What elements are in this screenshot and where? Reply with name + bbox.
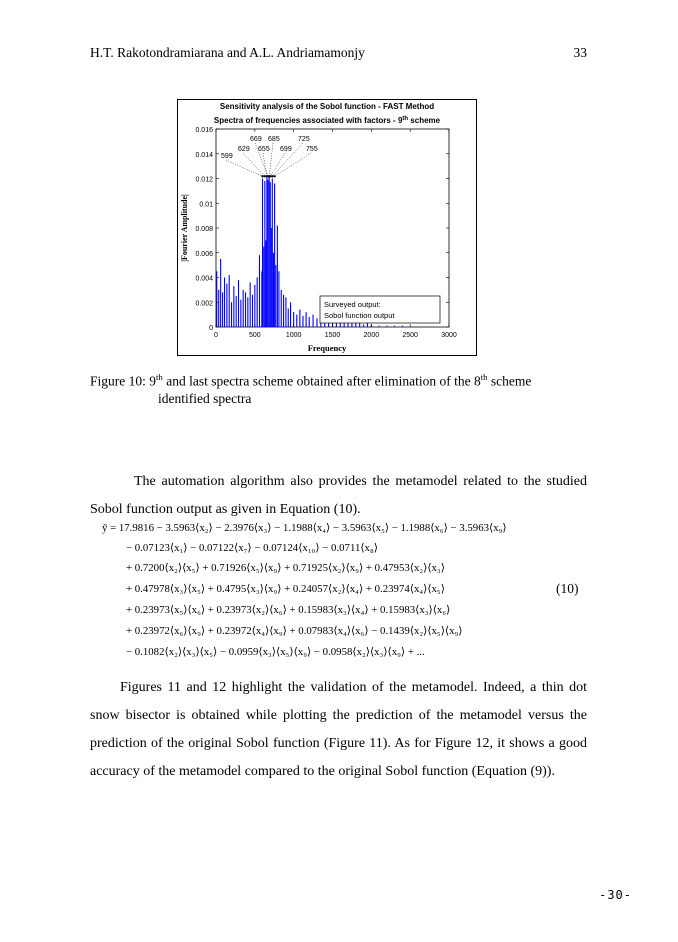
- equation-line: + 0.47978⟨x₃⟩⟨x₅⟩ + 0.4795⟨x₃⟩⟨x₉⟩ + 0.24057⟨x₂⟩⟨x₄⟩ + 0.23974⟨x₄⟩⟨x₅⟩: [126, 583, 445, 595]
- y-tick-label: 0.004: [195, 275, 213, 283]
- peak-marker: [261, 175, 263, 177]
- legend-line-1: Surveyed output:: [324, 300, 381, 309]
- chart-subtitle: Spectra of frequencies associated with factors - 9th scheme: [213, 116, 441, 125]
- y-tick-label: 0.006: [195, 250, 213, 258]
- legend-line-2: Sobol function output: [324, 311, 395, 320]
- frequency-annotation: 655: [258, 146, 270, 153]
- frequency-annotation: 669: [250, 136, 262, 143]
- y-tick-label: 0.014: [195, 151, 213, 159]
- equation-number: (10): [556, 581, 579, 596]
- figure-caption: [90, 369, 590, 407]
- y-tick-label: 0.012: [195, 176, 213, 184]
- x-tick-label: 500: [248, 332, 261, 339]
- peak-marker: [273, 175, 275, 177]
- page-footer: -30-: [599, 888, 632, 902]
- caption-mid: and last spectra scheme obtained after elimination of the 8: [162, 373, 481, 389]
- equation-line: − 0.1082⟨x₂⟩⟨x₃⟩⟨x₅⟩ − 0.0959⟨x₃⟩⟨x₅⟩⟨x₉⟩ − 0.0958⟨x₂⟩⟨x₃⟩⟨x₉⟩ + ...: [126, 646, 425, 658]
- running-header-authors: H.T. Rakotondramiarana and A.L. Andriamamonjy: [90, 45, 365, 60]
- x-tick-label: 3000: [441, 332, 457, 339]
- frequency-annotation: 629: [238, 146, 250, 153]
- equation-line: + 0.23972⟨x₆⟩⟨x₉⟩ + 0.23972⟨x₄⟩⟨x₉⟩ + 0.07983⟨x₄⟩⟨x₆⟩ − 0.1439⟨x₂⟩⟨x₅⟩⟨x₉⟩: [126, 625, 463, 637]
- x-tick-label: 1500: [324, 332, 341, 339]
- frequency-annotation: 755: [306, 146, 318, 153]
- x-axis-label: Frequency: [307, 343, 347, 353]
- equation-line: − 0.07123⟨x₁⟩ − 0.07122⟨x₇⟩ − 0.07124⟨x₁₀⟩ − 0.0711⟨x₈⟩: [126, 542, 378, 554]
- equation-line: + 0.23973⟨x₅⟩⟨x₆⟩ + 0.23973⟨x₂⟩⟨x₆⟩ + 0.15983⟨x₃⟩⟨x₄⟩ + 0.15983⟨x₃⟩⟨x₆⟩: [126, 604, 451, 616]
- y-tick-label: 0.01: [199, 201, 213, 209]
- frequency-annotation: 599: [221, 153, 233, 160]
- y-axis-label: |Fourier Amplitude|: [180, 194, 189, 262]
- y-tick-label: 0.002: [195, 300, 213, 308]
- x-tick-label: 0: [214, 332, 218, 339]
- x-tick-label: 1000: [285, 332, 302, 339]
- frequency-annotation: 685: [268, 136, 280, 143]
- equation-line: ỹ = 17.9816 − 3.5963⟨x₂⟩ − 2.3976⟨x₃⟩ − 1.1988⟨x₄⟩ − 3.5963⟨x₅⟩ − 1.1988⟨x₆⟩ − 3.5963⟨x₉⟩: [102, 522, 507, 534]
- equation-line: + 0.7200⟨x₂⟩⟨x₅⟩ + 0.71926⟨x₅⟩⟨x₉⟩ + 0.71925⟨x₂⟩⟨x₉⟩ + 0.47953⟨x₂⟩⟨x₃⟩: [126, 562, 445, 574]
- x-tick-label: 2500: [402, 332, 418, 339]
- y-tick-label: 0.016: [195, 127, 213, 134]
- caption-post: scheme: [487, 373, 532, 389]
- fast-spectrum-chart: [177, 99, 477, 356]
- caption-line-2: identified spectra: [158, 390, 252, 406]
- peak-marker: [271, 175, 273, 177]
- x-tick-label: 2000: [363, 332, 380, 339]
- caption-sup-2: th: [480, 372, 488, 382]
- frequency-annotation: 725: [298, 136, 310, 143]
- body-paragraph-1: The automation algorithm also provides the metamodel related to the studied Sobol function output as given in Equation (10).: [90, 474, 587, 517]
- y-tick-label: 0.008: [195, 226, 213, 233]
- y-tick-label: 0: [209, 325, 213, 332]
- running-header-page-number: 33: [573, 45, 587, 60]
- caption-prefix: Figure 10: 9: [90, 373, 156, 389]
- body-paragraph-2: Figures 11 and 12 highlight the validation of the metamodel. Indeed, a thin dot snow bisector is obtained while plotting the prediction of the metamodel versus the prediction of the original Sobol function (Figure 11). As for Figure 12, it shows a good accuracy of the metamodel compared to the original Sobol function (Equation (9)).: [90, 680, 587, 779]
- chart-title: Sensitivity analysis of the Sobol function - FAST Method: [219, 102, 435, 111]
- caption-sup-1: th: [156, 372, 163, 382]
- frequency-annotation: 699: [280, 146, 292, 153]
